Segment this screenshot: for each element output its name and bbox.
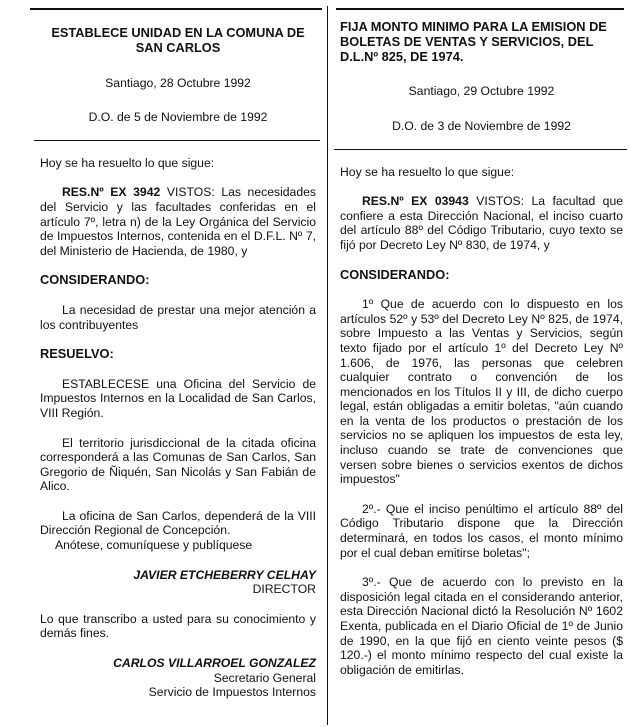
left-intro: Hoy se ha resuelto lo que sigue: xyxy=(40,155,215,170)
left-resuelvo-p1-text: una Oficina del Servicio de Impuestos Internos en la Localidad de San Carlos, VIII Región. xyxy=(40,376,317,420)
right-considerando-heading: CONSIDERANDO: xyxy=(340,266,450,282)
left-vistos-text: Las necesidades del Servicio y las facultades conferidas en el artículo 7º, letra n) de la Ley Orgánica del Servicio de Impuestos Internos, contenida en el D.F.L. Nº 7, del Ministerio de Hacienda, de 1980, y xyxy=(40,185,316,258)
left-resuelvo-p2 xyxy=(40,436,316,494)
left-resuelvo-p4: Anótese, comuníquese y publíquese xyxy=(55,538,253,553)
left-transcribe-text: Lo que transcribo a usted para su conocimiento y demás fines. xyxy=(40,611,316,641)
left-resuelvo-p2-text: territorio jurisdiccional de la citada oficina corresponderá a las Comunas de San Carlos, San Gregorio de Ñiquén, San Nicolás y San Fabián de Alico. xyxy=(40,435,316,494)
right-vistos-label: VISTOS: xyxy=(476,194,525,209)
left-signer1-title: DIRECTOR xyxy=(252,582,316,597)
left-res-label: RES.Nº EX 3942 xyxy=(62,185,161,200)
right-place-date: Santiago, 29 Octubre 1992 xyxy=(408,84,555,99)
right-vistos-text: La facultad que confiere a esta Dirección Nacional, el inciso cuarto del artículo 88º del Código Tributario, cuyo texto se fijó por Decreto Ley Nº 830, de 1974, y xyxy=(340,194,623,252)
left-signer2-name: CARLOS VILLARROEL GONZALEZ xyxy=(113,656,316,671)
left-resuelvo-p2-lead: El xyxy=(62,435,73,450)
right-intro: Hoy se ha resuelto lo que sigue: xyxy=(340,164,515,179)
left-vistos-label: VISTOS: xyxy=(166,185,215,200)
right-vistos-paragraph xyxy=(340,194,623,252)
left-resuelvo-p3: La oficina de San Carlos, dependerá de la VIII Dirección Regional de Concepción. xyxy=(40,508,316,538)
left-resuelvo-p1 xyxy=(40,377,316,421)
right-publication: D.O. de 3 de Noviembre de 1992 xyxy=(392,118,571,133)
left-signer2-org: Servicio de Impuestos Internos xyxy=(148,685,316,700)
left-title: ESTABLECE UNIDAD EN LA COMUNA DE SAN CARLOS xyxy=(51,25,305,55)
left-publication: D.O. de 5 de Noviembre de 1992 xyxy=(88,110,268,125)
left-column xyxy=(40,20,316,700)
left-signer2-title: Secretario General xyxy=(213,670,316,685)
right-res-label: RES.Nº EX 03943 xyxy=(362,194,469,209)
right-considerando-2: 2º.- Que el inciso penúltimo el artículo 88º del Código Tributario dispone que la Dirección determinará, en todos los casos, el monto mínimo por el cual deban emitirse boletas"; xyxy=(340,501,623,560)
left-considerando-text: La necesidad de prestar una mejor atención a los contribuyentes xyxy=(40,302,316,332)
right-column xyxy=(340,20,623,677)
left-resuelvo-heading: RESUELVO: xyxy=(40,346,114,362)
right-considerando-3: 3º.- Que de acuerdo con lo previsto en la disposición legal citada en el considerando anterior, esta Dirección Nacional dictó la Resolución Nº 1602 Exenta, publicada en el Diario Oficial de 1º de Junio de 1990, en la que fijó en ciento veinte pesos ($ 120.-) el monto mínimo respecto del cual existe la obligación de emitirlas. xyxy=(340,575,623,677)
top-rule-left xyxy=(30,8,322,10)
left-resuelvo-p1-lead: ESTABLECESE xyxy=(62,376,150,391)
left-signer1-name: JAVIER ETCHEBERRY CELHAY xyxy=(133,567,316,582)
left-considerando-heading: CONSIDERANDO: xyxy=(40,272,150,288)
left-place-date: Santiago, 28 Octubre 1992 xyxy=(105,75,251,90)
top-rule-right xyxy=(336,8,624,10)
right-title: FIJA MONTO MINIMO PARA LA EMISION DE BOLETAS DE VENTAS Y SERVICIOS, DEL D.L.Nº 825, DE 1974. xyxy=(340,19,607,64)
left-vistos-paragraph xyxy=(40,185,316,258)
column-divider xyxy=(327,6,328,725)
right-considerando-1: 1º Que de acuerdo con lo dispuesto en los artículos 52º y 53º del Decreto Ley Nº 825, de 1974, sobre Impuesto a las Ventas y Servicios, según texto fijado por el artículo 1º del Decreto Ley Nº 1.606, de 1976, las personas que celebren cualquier contrato o convención de los mencionados en los Títulos II y III, de dicho cuerpo legal, están obligadas a emitir boletas, "aún cuando en la venta de los productos o prestación de los servicios no se apliquen los impuestos de esta ley, incluso cuando se trate de convenciones que versen sobre bienes o servicios exentos de dichos impuestos" xyxy=(340,297,623,487)
